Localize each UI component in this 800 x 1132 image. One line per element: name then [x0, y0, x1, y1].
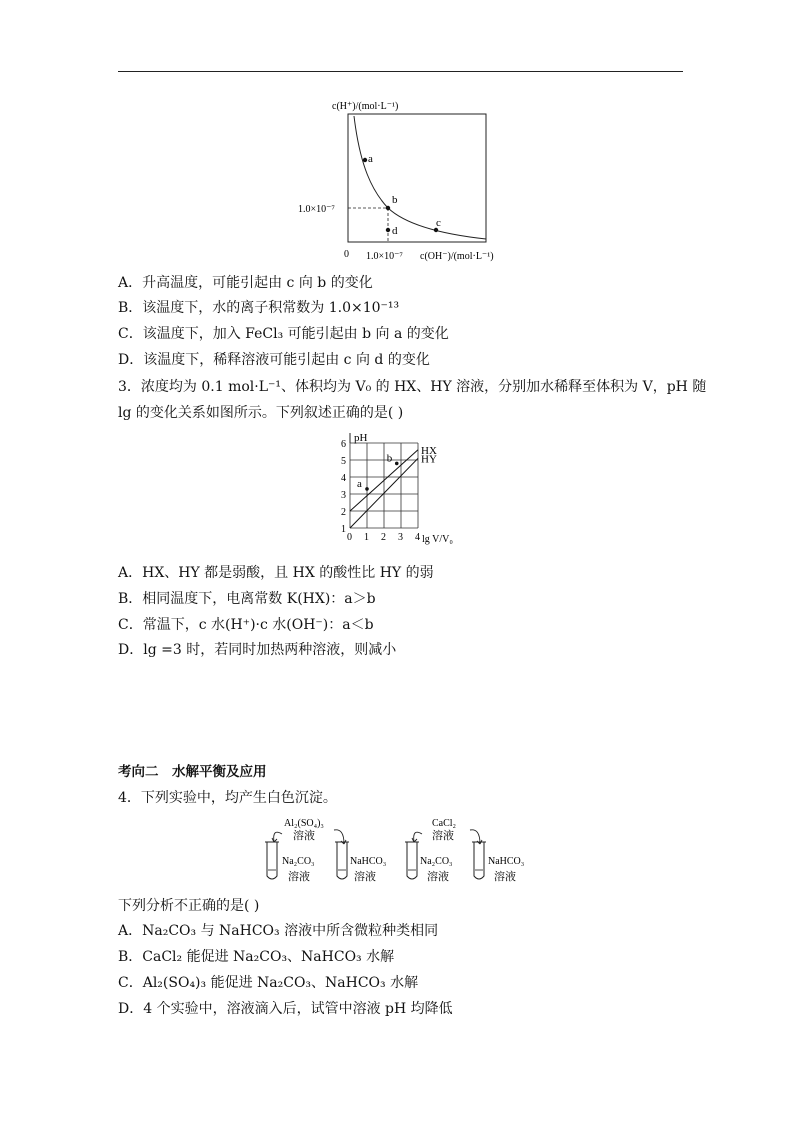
tube-2-label: NaHCO₃	[350, 856, 387, 867]
point-b	[386, 206, 390, 210]
label-d: d	[392, 225, 398, 237]
label-a: a	[368, 153, 373, 165]
point-b	[395, 462, 399, 466]
series-label-HY: HY	[421, 453, 437, 466]
q4-option-a: A．Na₂CO₃ 与 NaHCO₃ 溶液中所含微粒种类相同	[118, 923, 439, 939]
x-tick-0: 0	[347, 532, 352, 543]
tube-2-solution: 溶液	[354, 871, 376, 883]
q2-option-a: A．升高温度，可能引起由 c 向 b 的变化	[118, 275, 373, 291]
reagent-2-label: CaCl₂	[432, 818, 457, 829]
point-label-a: a	[357, 477, 362, 490]
tube-1-solution: 溶液	[288, 871, 310, 883]
point-d	[386, 228, 390, 232]
q3-option-b: B．相同温度下，电离常数 K(HX)：a＞b	[118, 591, 376, 607]
kw-curve-figure	[290, 96, 520, 268]
q3-option-a: A．HX、HY 都是弱酸，且 HX 的酸性比 HY 的弱	[118, 565, 434, 581]
reagent-1-label: Al₂(SO₄)₃	[284, 818, 324, 829]
origin-label: 0	[344, 249, 349, 260]
tube-3	[405, 842, 419, 879]
q3-stem-2: lg 的变化关系如图所示。下列叙述正确的是( )	[118, 405, 404, 421]
q4-option-c: C．Al₂(SO₄)₃ 能促进 Na₂CO₃、NaHCO₃ 水解	[118, 975, 419, 991]
tube-4-label: NaHCO₃	[488, 856, 525, 867]
point-a	[363, 158, 367, 162]
y-tick-3: 3	[341, 490, 346, 501]
tube-4-solution: 溶液	[494, 871, 516, 883]
tube-3-solution: 溶液	[427, 871, 449, 883]
header-rule	[118, 71, 683, 72]
section-title: 考向二 水解平衡及应用	[118, 764, 267, 780]
q3-option-c: C．常温下，c 水(H⁺)·c 水(OH⁻)：a＜b	[118, 617, 374, 633]
x-tick-4: 4	[415, 532, 420, 543]
y-tick: 1.0×10⁻⁷	[298, 204, 335, 215]
q4-ask: 下列分析不正确的是( )	[118, 898, 260, 914]
y-tick-5: 5	[341, 456, 346, 467]
q3-option-d: D．lg =3 时，若同时加热两种溶液，则减小	[118, 642, 397, 658]
q3-stem-1: 3．浓度均为 0.1 mol·L⁻¹、体积均为 V₀ 的 HX、HY 溶液，分别加水稀释至体积为 V，pH 随	[118, 379, 707, 395]
y-axis-label: pH	[354, 432, 368, 444]
x-tick-2: 2	[381, 532, 386, 543]
point-a	[365, 487, 369, 491]
y-axis-label: c(H⁺)/(mol·L⁻¹)	[332, 101, 399, 112]
point-label-b: b	[386, 452, 393, 465]
kw-curve	[354, 116, 486, 239]
q2-option-b: B．该温度下，水的离子积常数为 1.0×10⁻¹³	[118, 300, 400, 316]
label-b: b	[392, 194, 398, 206]
x-axis-label: lg V/V₀	[422, 534, 453, 545]
tube-4	[472, 842, 486, 879]
y-tick-4: 4	[341, 473, 346, 484]
q4-option-b: B．CaCl₂ 能促进 Na₂CO₃、NaHCO₃ 水解	[118, 949, 395, 965]
x-tick: 1.0×10⁻⁷	[366, 251, 403, 262]
arrow-1-head	[272, 838, 277, 842]
x-axis-label: c(OH⁻)/(mol·L⁻¹)	[420, 251, 494, 262]
y-tick-6: 6	[341, 439, 346, 450]
tube-1-label: Na₂CO₃	[282, 856, 315, 867]
series-label-HX: HX	[421, 444, 437, 457]
q2-option-d: D．该温度下，稀释溶液可能引起由 c 向 d 的变化	[118, 352, 430, 368]
ph-dilution-chart	[330, 426, 490, 556]
tube-1	[265, 842, 279, 879]
y-tick-1: 1	[341, 524, 346, 535]
label-c: c	[436, 217, 441, 229]
test-tube-figure	[262, 812, 552, 890]
reagent-1-solution: 溶液	[293, 830, 315, 842]
x-tick-3: 3	[398, 532, 403, 543]
q4-option-d: D．4 个实验中，溶液滴入后，试管中溶液 pH 均降低	[118, 1001, 453, 1017]
y-tick-2: 2	[341, 507, 346, 518]
q2-option-c: C．该温度下，加入 FeCl₃ 可能引起由 b 向 a 的变化	[118, 326, 449, 342]
x-tick-1: 1	[364, 532, 369, 543]
q4-stem: 4．下列实验中，均产生白色沉淀。	[118, 790, 337, 806]
tube-3-label: Na₂CO₃	[420, 856, 453, 867]
arrow-3-head	[412, 838, 417, 842]
tube-2	[335, 842, 349, 879]
reagent-2-solution: 溶液	[432, 830, 454, 842]
